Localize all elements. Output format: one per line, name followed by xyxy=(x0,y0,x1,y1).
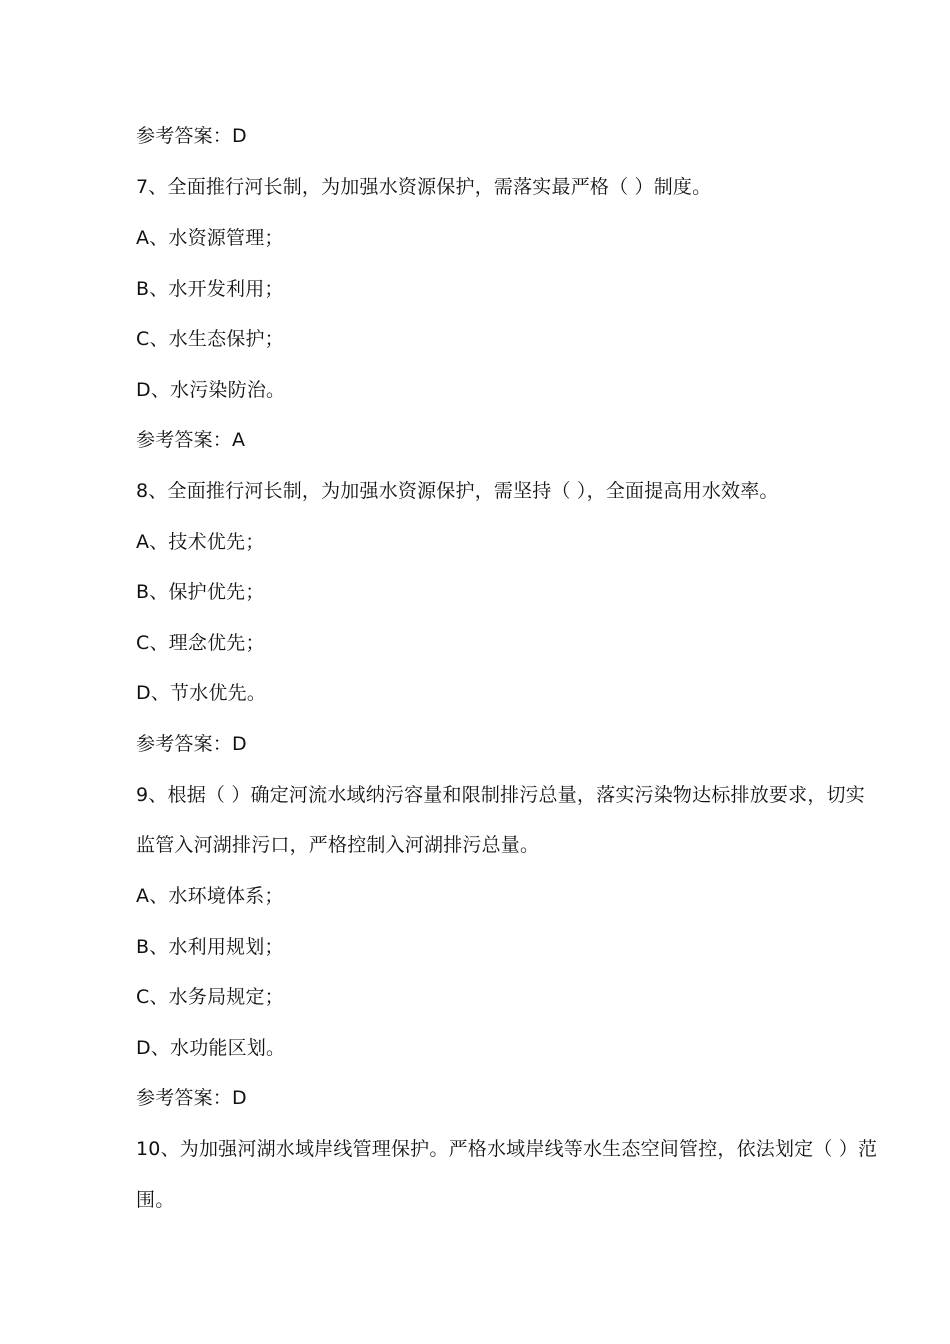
question-8-text: 8、全面推行河长制，为加强水资源保护，需坚持（ ），全面提高用水效率。 xyxy=(136,480,779,502)
question-9-option-a: A、水环境体系； xyxy=(136,885,284,907)
question-9-option-d: D、水功能区划。 xyxy=(136,1037,286,1059)
question-8-option-c: C、理念优先； xyxy=(136,632,265,654)
question-7-option-a: A、水资源管理； xyxy=(136,227,284,249)
question-7-option-d: D、水污染防治。 xyxy=(136,379,286,401)
question-7-option-c: C、水生态保护； xyxy=(136,328,284,350)
question-9-option-b: B、水利用规划； xyxy=(136,936,284,958)
answer-key-8: 参考答案：D xyxy=(136,733,247,755)
question-9-text-line-2: 监管入河湖排污口，严格控制入河湖排污总量。 xyxy=(136,834,540,856)
question-8-option-b: B、保护优先； xyxy=(136,581,265,603)
question-8-option-a: A、技术优先； xyxy=(136,531,265,553)
question-8-option-d: D、节水优先。 xyxy=(136,682,267,704)
question-9-text-line-1: 9、根据（ ）确定河流水域纳污容量和限制排污总量，落实污染物达标排放要求，切实 xyxy=(136,784,865,806)
question-7-text: 7、全面推行河长制，为加强水资源保护，需落实最严格（ ）制度。 xyxy=(136,176,712,198)
answer-key-9: 参考答案：D xyxy=(136,1087,247,1109)
answer-key-7: 参考答案：A xyxy=(136,429,246,451)
question-7-option-b: B、水开发利用； xyxy=(136,278,284,300)
question-10-text-line-2: 围。 xyxy=(136,1189,175,1211)
question-9-option-c: C、水务局规定； xyxy=(136,986,284,1008)
answer-key-6: 参考答案：D xyxy=(136,125,247,147)
question-10-text-line-1: 10、为加强河湖水域岸线管理保护。严格水域岸线等水生态空间管控，依法划定（ ）范 xyxy=(136,1138,878,1160)
